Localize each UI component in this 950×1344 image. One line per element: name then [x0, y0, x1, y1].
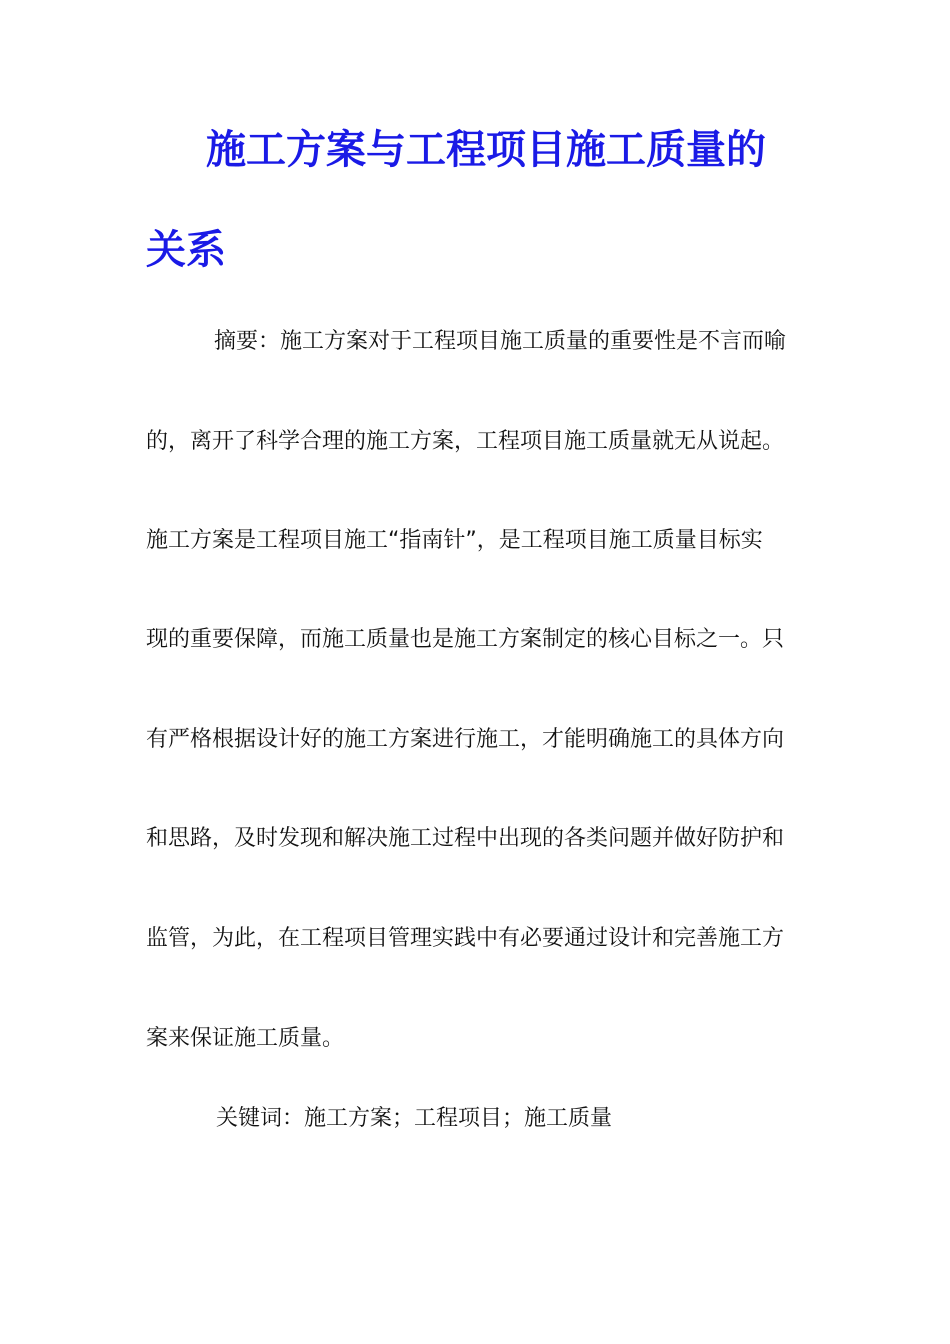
- abstract-line: 现的重要保障，而施工质量也是施工方案制定的核心目标之一。只: [146, 627, 785, 652]
- document-title-line-2: 关系: [146, 226, 226, 273]
- abstract-line: 摘要：施工方案对于工程项目施工质量的重要性是不言而喻: [214, 329, 787, 354]
- abstract-line: 的，离开了科学合理的施工方案，工程项目施工质量就无从说起。: [146, 429, 785, 454]
- abstract-line: 案来保证施工质量。: [146, 1026, 345, 1051]
- document-title-line-1: 施工方案与工程项目施工质量的: [206, 126, 766, 173]
- abstract-line: 有严格根据设计好的施工方案进行施工，才能明确施工的具体方向: [146, 727, 785, 752]
- abstract-line: 施工方案是工程项目施工“指南针”，是工程项目施工质量目标实: [146, 528, 763, 553]
- abstract-line: 和思路，及时发现和解决施工过程中出现的各类问题并做好防护和: [146, 826, 785, 851]
- abstract-line: 监管，为此，在工程项目管理实践中有必要通过设计和完善施工方: [146, 926, 785, 951]
- keywords-line: 关键词：施工方案；工程项目；施工质量: [216, 1106, 613, 1131]
